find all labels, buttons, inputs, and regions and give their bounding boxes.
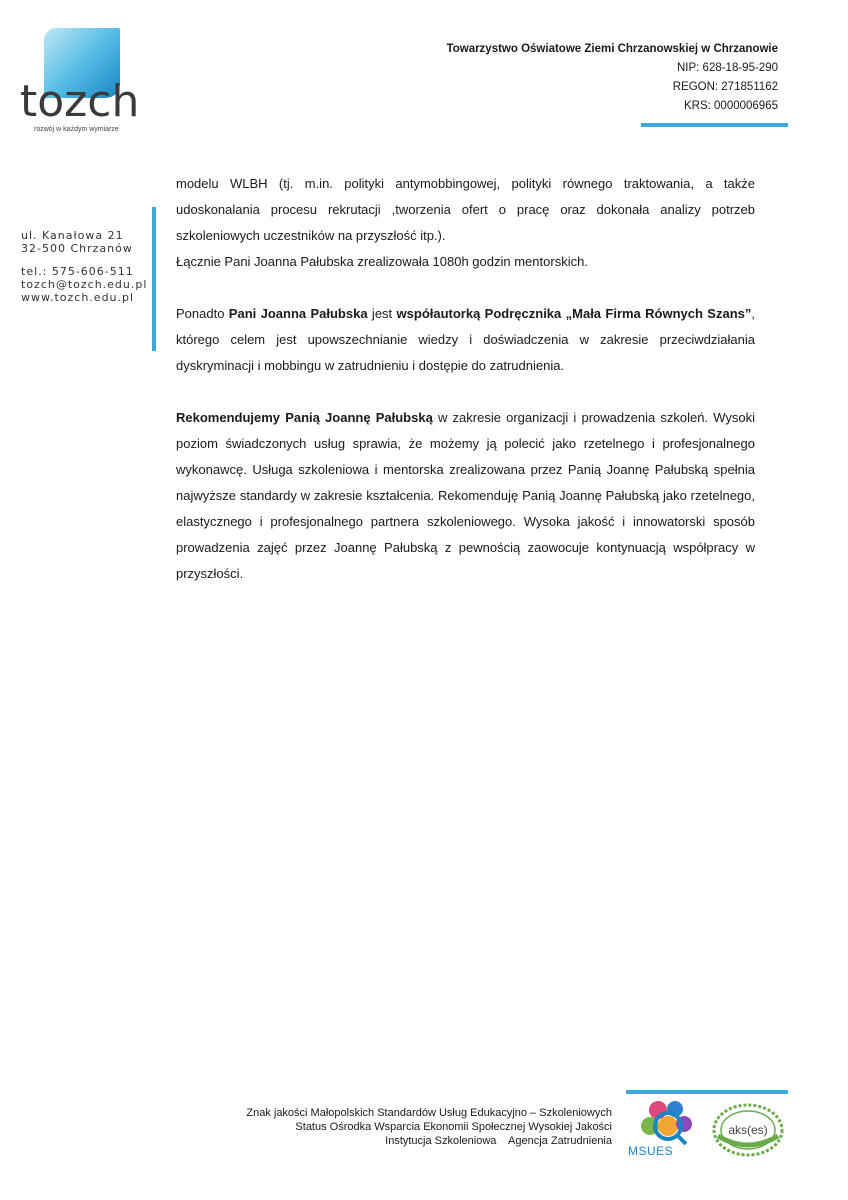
paragraph-1: modelu WLBH (tj. m.in. polityki antymobbingowej, polityki równego traktowania, a także udoskonalania procesu rekrutacji ,tworzenia ofert o pracę oraz dokonała analizy potrzeb szkoleniowych uczestników na przyszłość itp.). xyxy=(176,176,755,243)
tozch-logo xyxy=(18,26,158,136)
footer-line-1: Znak jakości Małopolskich Standardów Usług Edukacyjno – Szkoleniowych xyxy=(246,1107,612,1119)
paragraph-3: Ponadto Pani Joanna Pałubska jest współautorką Podręcznika „Mała Firma Równych Szans”, którego celem jest upowszechnianie wiedzy i doświadczenia w zakresie przeciwdziałania dyskryminacji i mobbingu w zatrudnieniu i dostępie do zatrudnienia. xyxy=(176,306,755,373)
letter-body xyxy=(176,171,755,587)
msues-label: MSUES xyxy=(628,1144,674,1158)
address-block xyxy=(21,229,147,304)
company-krs: KRS: 0000006965 xyxy=(684,100,778,112)
address-phone: tel.: 575-606-511 xyxy=(21,265,134,278)
header-divider xyxy=(641,123,788,127)
akses-badge xyxy=(708,1102,788,1158)
footer-line-3: Instytucja Szkoleniowa Agencja Zatrudnienia xyxy=(385,1135,612,1147)
paragraph-4: Rekomendujemy Panią Joannę Pałubską w zakresie organizacji i prowadzenia szkoleń. Wysoki poziom świadczonych usług sprawia, że możemy ją polecić jako rzetelnego i profesjonalnego wykonawcę. Usługa szkoleniowa i mentorska zrealizowana przez Panią Joannę Pałubską spełnia najwyższe standardy w zakresie kształcenia. Rekomenduję Panią Joannę Pałubską jako rzetelnego, elastycznego i profesjonalnego partnera szkoleniowego. Wysoka jakość i innowatorski sposób prowadzenia zajęć przez Joannę Pałubską z pewnością zaowocuje kontynuacją współpracy w przyszłości. xyxy=(176,410,755,581)
address-street: ul. Kanałowa 21 xyxy=(21,229,124,242)
company-regon: REGON: 271851162 xyxy=(672,81,778,93)
address-city: 32-500 Chrzanów xyxy=(21,242,133,255)
footer-text xyxy=(152,1106,612,1148)
footer-divider xyxy=(626,1090,788,1094)
address-email: tozch@tozch.edu.pl xyxy=(21,278,148,291)
msues-circles-icon xyxy=(628,1100,703,1146)
company-name: Towarzystwo Oświatowe Ziemi Chrzanowskiej w Chrzanowie xyxy=(446,43,778,55)
sidebar-divider xyxy=(152,207,156,351)
logo-wordmark: tozch xyxy=(20,76,140,127)
msues-logo xyxy=(628,1100,703,1160)
company-header xyxy=(358,40,778,116)
footer-line-2: Status Ośrodka Wsparcia Ekonomii Społecznej Wysokiej Jakości xyxy=(295,1121,612,1133)
company-nip: NIP: 628-18-95-290 xyxy=(676,62,778,74)
address-web: www.tozch.edu.pl xyxy=(21,291,135,304)
logo-tagline: rozwój w każdym wymiarze xyxy=(34,126,119,133)
svg-text:aks(es): aks(es) xyxy=(728,1123,768,1137)
paragraph-2: Łącznie Pani Joanna Pałubska zrealizowała 1080h godzin mentorskich. xyxy=(176,254,588,269)
akses-seal-icon xyxy=(708,1102,788,1158)
